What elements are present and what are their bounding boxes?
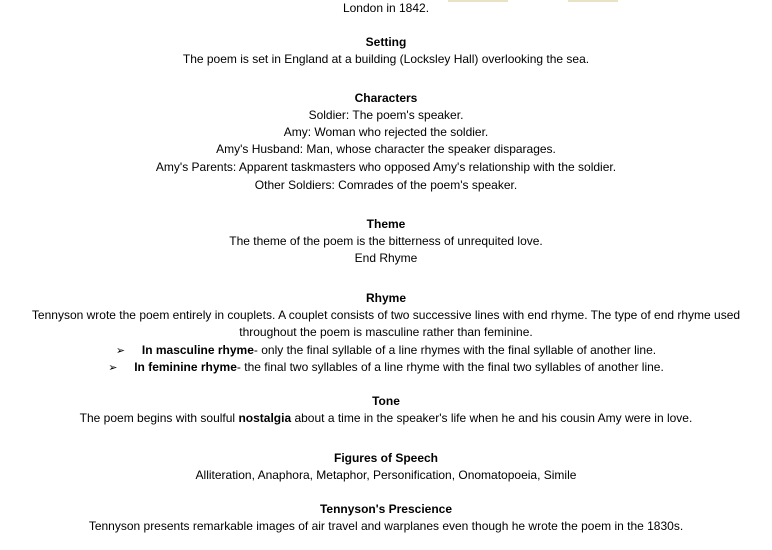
bullet-description: - only the final syllable of a line rhymes with the final syllable of another line. bbox=[253, 343, 657, 357]
character-item: Soldier: The poem's speaker. bbox=[308, 108, 464, 122]
bullet-term: In feminine rhyme bbox=[134, 360, 237, 374]
character-item: Amy's Husband: Man, whose character the speaker disparages. bbox=[216, 142, 556, 156]
character-item: Other Soldiers: Comrades of the poem's speaker. bbox=[254, 178, 518, 192]
arrow-bullet-icon: ➢ bbox=[108, 361, 118, 374]
bullet-description: - the final two syllables of a line rhyme with the final two syllables of another line. bbox=[236, 360, 664, 374]
tone-heading: Tone bbox=[372, 394, 400, 408]
theme-text: The theme of the poem is the bitterness of unrequited love. bbox=[229, 234, 543, 248]
theme-extra-text: End Rhyme bbox=[354, 251, 418, 265]
setting-text: The poem is set in England at a building (Locksley Hall) overlooking the sea. bbox=[182, 52, 590, 66]
characters-heading: Characters bbox=[354, 91, 418, 105]
tone-text-before: The poem begins with soulful bbox=[79, 411, 239, 425]
figures-heading: Figures of Speech bbox=[333, 451, 439, 465]
intro-tail-text: London in 1842. bbox=[342, 1, 430, 15]
tone-keyword: nostalgia bbox=[238, 411, 292, 425]
theme-heading: Theme bbox=[366, 217, 406, 231]
setting-heading: Setting bbox=[365, 35, 407, 49]
arrow-bullet-icon: ➢ bbox=[115, 344, 126, 357]
character-item: Amy's Parents: Apparent taskmasters who opposed Amy's relationship with the soldier. bbox=[155, 160, 617, 174]
rhyme-heading: Rhyme bbox=[365, 291, 406, 305]
rhyme-bullet-feminine bbox=[0, 359, 772, 376]
tone-text bbox=[0, 410, 772, 427]
rhyme-bullet-masculine bbox=[0, 342, 772, 359]
bullet-term: In masculine rhyme bbox=[141, 343, 254, 357]
prescience-text: Tennyson presents remarkable images of air travel and warplanes even though he wrote the poem in the 1830s. bbox=[88, 519, 684, 533]
character-item: Amy: Woman who rejected the soldier. bbox=[283, 125, 489, 139]
prescience-heading: Tennyson's Prescience bbox=[319, 502, 453, 516]
figures-text: Alliteration, Anaphora, Metaphor, Personification, Onomatopoeia, Simile bbox=[195, 468, 577, 482]
rhyme-paragraph: Tennyson wrote the poem entirely in couplets. A couplet consists of two successive lines with end rhyme. The type of end rhyme used throughout the poem is masculine rather than feminine. bbox=[31, 308, 741, 339]
tone-text-after: about a time in the speaker's life when he and his cousin Amy were in love. bbox=[291, 411, 693, 425]
